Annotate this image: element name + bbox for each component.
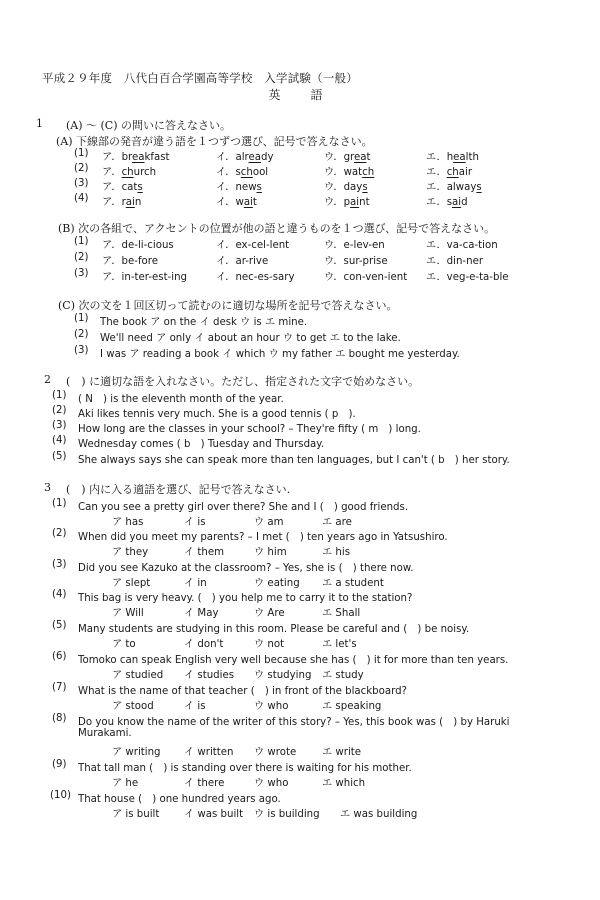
item-number: (1) [52,498,67,509]
q3-options [112,543,412,557]
item-number: (1) [74,313,89,324]
option-b: イ is [184,517,206,528]
option-c: ウ wrote [254,747,297,758]
option-d: エ was building [340,809,418,820]
q3-options [112,666,412,680]
q2-number: 2 [44,373,51,386]
option-c: ウ is building [254,809,320,820]
option-a: ア．in-ter-est-ing [102,272,187,283]
item-number: (3) [74,178,89,189]
option-a: ア．church [102,167,157,178]
q1-intro: (A) 〜 (C) の問いに答えなさい。 [66,119,232,132]
option-b: イ．nec-es-sary [216,272,295,283]
sentence: The book ア on the イ desk ウ is エ mine. [100,317,308,328]
option-d: エ which [322,778,366,789]
sentence: Did you see Kazuko at the classroom? – Yes, she is ( ) there now. [78,563,414,574]
option-c: ウ．paint [324,197,370,208]
q3-options [112,513,412,527]
item-number: (2) [74,252,89,263]
option-a: ア studied [112,670,164,681]
item-number: (3) [52,420,67,431]
option-d: エ．veg-e-ta-ble [426,272,509,283]
sentence: That tall man ( ) is standing over there is waiting for his mother. [78,763,412,774]
item-number: (8) [52,713,67,724]
sentence: This bag is very heavy. ( ) you help me to carry it to the station? [78,593,413,604]
option-b: イ．ex-cel-lent [216,240,290,251]
q1c-instruction: (C) 次の文を１回区切って読むのに適切な場所を記号で答えなさい。 [58,299,398,312]
q1-number: 1 [36,117,43,130]
q3-options [112,635,412,649]
q3-number: 3 [44,481,51,494]
option-b: イ．wait [216,197,257,208]
item-number: (10) [50,790,71,801]
option-d: エ study [322,670,364,681]
option-d: エ．always [426,182,482,193]
q2-intro: ( ) に適切な語を入れなさい。ただし、指定された文字で始めなさい。 [66,375,420,388]
sentence: Do you know the name of the writer of this story? – Yes, this book was ( ) by Haruki [78,717,510,728]
option-a: ア he [112,778,139,789]
option-b: イ don't [184,639,224,650]
option-b: イ written [184,747,234,758]
q1b-row [74,236,584,250]
q1b-instruction: (B) 次の各組で、アクセントの位置が他の語と違うものを１つ選び、記号で答えなさい。 [58,222,496,235]
option-d: エ．health [426,152,479,163]
item-number: (3) [52,559,67,570]
sentence: Wednesday comes ( b ) Tuesday and Thursday. [78,439,325,450]
q1b-row [74,268,584,282]
option-a: ア is built [112,809,160,820]
option-d: エ．chair [426,167,473,178]
item-number: (5) [52,451,67,462]
option-b: イ May [184,608,219,619]
item-number: (9) [52,759,67,770]
sentence: Aki likes tennis very much. She is a good tennis ( p ). [78,409,356,420]
option-a: ア．cats [102,182,143,193]
item-number: (7) [52,682,67,693]
option-c: ウ．e-lev-en [324,240,385,251]
option-c: ウ eating [254,578,300,589]
q3-options [112,604,412,618]
option-c: ウ．watch [324,167,375,178]
option-a: ア．breakfast [102,152,170,163]
q1a-instruction: (A) 下線部の発音が違う語を１つずつ選び、記号で答えなさい。 [56,135,373,148]
item-number: (2) [52,405,67,416]
item-number: (6) [52,651,67,662]
option-a: ア stood [112,701,154,712]
option-b: イ studies [184,670,235,681]
sentence: I was ア reading a book イ which ウ my father エ bought me yesterday. [100,349,460,360]
option-d: エ．din-ner [426,256,484,267]
sentence: When did you meet my parents? – I met ( ) ten years ago in Yatsushiro. [78,532,448,543]
option-d: エ．said [426,197,468,208]
subject-title: 英 語 [268,88,332,102]
item-number: (4) [74,193,89,204]
sentence: How long are the classes in your school? – They're fifty ( m ) long. [78,424,421,435]
q1a-row [74,163,574,177]
item-number: (5) [52,620,67,631]
option-b: イ in [184,578,207,589]
option-d: エ write [322,747,362,758]
option-d: エ．va-ca-tion [426,240,498,251]
option-b: イ．news [216,182,262,193]
option-d: エ his [322,547,351,558]
option-a: ア．rain [102,197,142,208]
option-a: ア．de-li-cious [102,240,174,251]
option-d: エ are [322,517,352,528]
option-b: イ there [184,778,225,789]
option-a: ア they [112,547,149,558]
option-b: イ．already [216,152,274,163]
option-d: エ Shall [322,608,361,619]
q3-options [112,805,442,819]
option-c: ウ．days [324,182,368,193]
q3-options [112,774,412,788]
option-d: エ a student [322,578,384,589]
option-c: ウ who [254,701,289,712]
sentence: ( N ) is the eleventh month of the year. [78,394,284,405]
q1a-row [74,193,574,207]
q3-options [112,574,412,588]
option-c: ウ Are [254,608,285,619]
sentence: What is the name of that teacher ( ) in front of the blackboard? [78,686,407,697]
q1b-row [74,252,584,266]
option-c: ウ not [254,639,285,650]
sentence: She always says she can speak more than ten languages, but I can't ( b ) her story. [78,455,510,466]
q3-intro: ( ) 内に入る適語を選び、記号で答えなさい. [66,483,291,496]
q3-options [112,697,412,711]
sentence: Many students are studying in this room. Please be careful and ( ) be noisy. [78,624,470,635]
option-c: ウ．sur-prise [324,256,388,267]
item-number: (1) [74,148,89,159]
option-c: ウ him [254,547,287,558]
q3-question-continued: Murakami. [78,728,132,739]
sentence: Tomoko can speak English very well because she has ( ) it for more than ten years. [78,655,509,666]
option-c: ウ．great [324,152,371,163]
item-number: (4) [52,435,67,446]
item-number: (1) [52,390,67,401]
sentence: Can you see a pretty girl over there? She and I ( ) good friends. [78,502,409,513]
option-a: ア to [112,639,136,650]
item-number: (1) [74,236,89,247]
item-number: (3) [74,268,89,279]
option-c: ウ who [254,778,289,789]
sentence: We'll need ア only イ about an hour ウ to get エ to the lake. [100,333,401,344]
option-b: イ is [184,701,206,712]
option-d: エ speaking [322,701,382,712]
item-number: (4) [52,589,67,600]
option-b: イ．school [216,167,269,178]
option-b: イ them [184,547,225,558]
item-number: (2) [74,329,89,340]
q1a-row [74,178,574,192]
item-number: (2) [52,528,67,539]
q3-options [112,743,412,757]
option-b: イ was built [184,809,244,820]
option-a: ア writing [112,747,161,758]
q1a-row [74,148,574,162]
option-a: ア．be-fore [102,256,159,267]
option-c: ウ．con-ven-ient [324,272,408,283]
item-number: (2) [74,163,89,174]
option-b: イ．ar-rive [216,256,269,267]
option-a: ア slept [112,578,151,589]
exam-title: 平成２９年度 八代白百合学園高等学校 入学試験（一般） [42,71,358,85]
option-a: ア has [112,517,144,528]
item-number: (3) [74,345,89,356]
sentence: That house ( ) one hundred years ago. [78,794,281,805]
option-a: ア Will [112,608,144,619]
option-c: ウ studying [254,670,312,681]
option-d: エ let's [322,639,357,650]
option-c: ウ am [254,517,284,528]
